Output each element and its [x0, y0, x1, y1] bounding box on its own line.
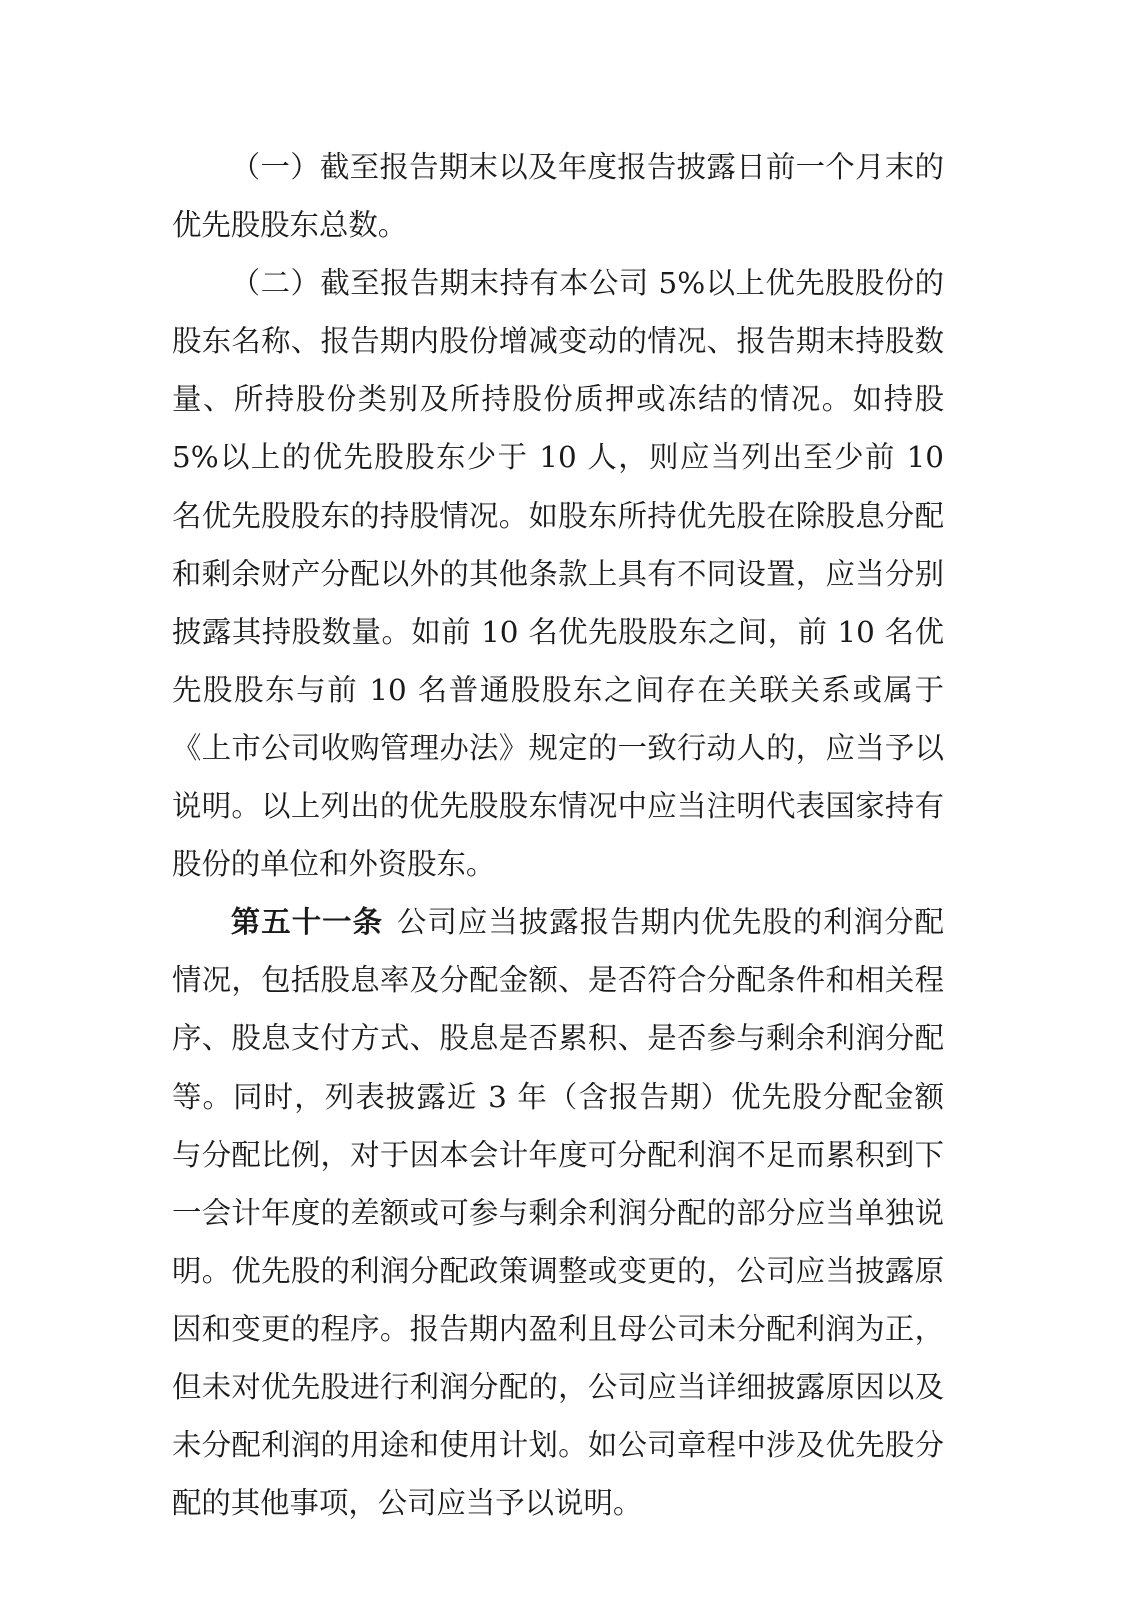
- paragraph-text: （二）截至报告期末持有本公司 5%以上优先股股份的股东名称、报告期内股份增减变动的情况、报告期末持股数量、所持股份类别及所持股份质押或冻结的情况。如持股 5%以上的优先股股东少于 10 人，则应当列出至少前 10 名优先股股东的持股情况。如股东所持优先股在除股息分配和剩余财产分配以外的其他条款上具有不同设置，应当分别披露其持股数量。如前 10 名优先股股东之间，前 10 名优先股股东与前 10 名普通股股东之间存在关联关系或属于《上市公司收购管理办法》规定的一致行动人的，应当予以说明。以上列出的优先股股东情况中应当注明代表国家持有股份的单位和外资股东。: [172, 266, 944, 882]
- paragraph-text: （一）截至报告期末以及年度报告披露日前一个月末的优先股股东总数。: [172, 150, 944, 243]
- paragraph-item-2: [172, 254, 944, 893]
- article-number: 第五十一条: [230, 905, 384, 940]
- article-51-paragraph: [172, 893, 944, 1532]
- document-page: [172, 138, 944, 1532]
- paragraph-text: 公司应当披露报告期内优先股的利润分配情况，包括股息率及分配金额、是否符合分配条件和相关程序、股息支付方式、股息是否累积、是否参与剩余利润分配等。同时，列表披露近 3 年（含报告期）优先股分配金额与分配比例，对于因本会计年度可分配利润不足而累积到下一会计年度的差额或可参与剩余利润分配的部分应当单独说明。优先股的利润分配政策调整或变更的，公司应当披露原因和变更的程序。报告期内盈利且母公司未分配利润为正，但未对优先股进行利润分配的，公司应当详细披露原因以及未分配利润的用途和使用计划。如公司章程中涉及优先股分配的其他事项，公司应当予以说明。: [172, 905, 945, 1521]
- paragraph-item-1: [172, 138, 944, 254]
